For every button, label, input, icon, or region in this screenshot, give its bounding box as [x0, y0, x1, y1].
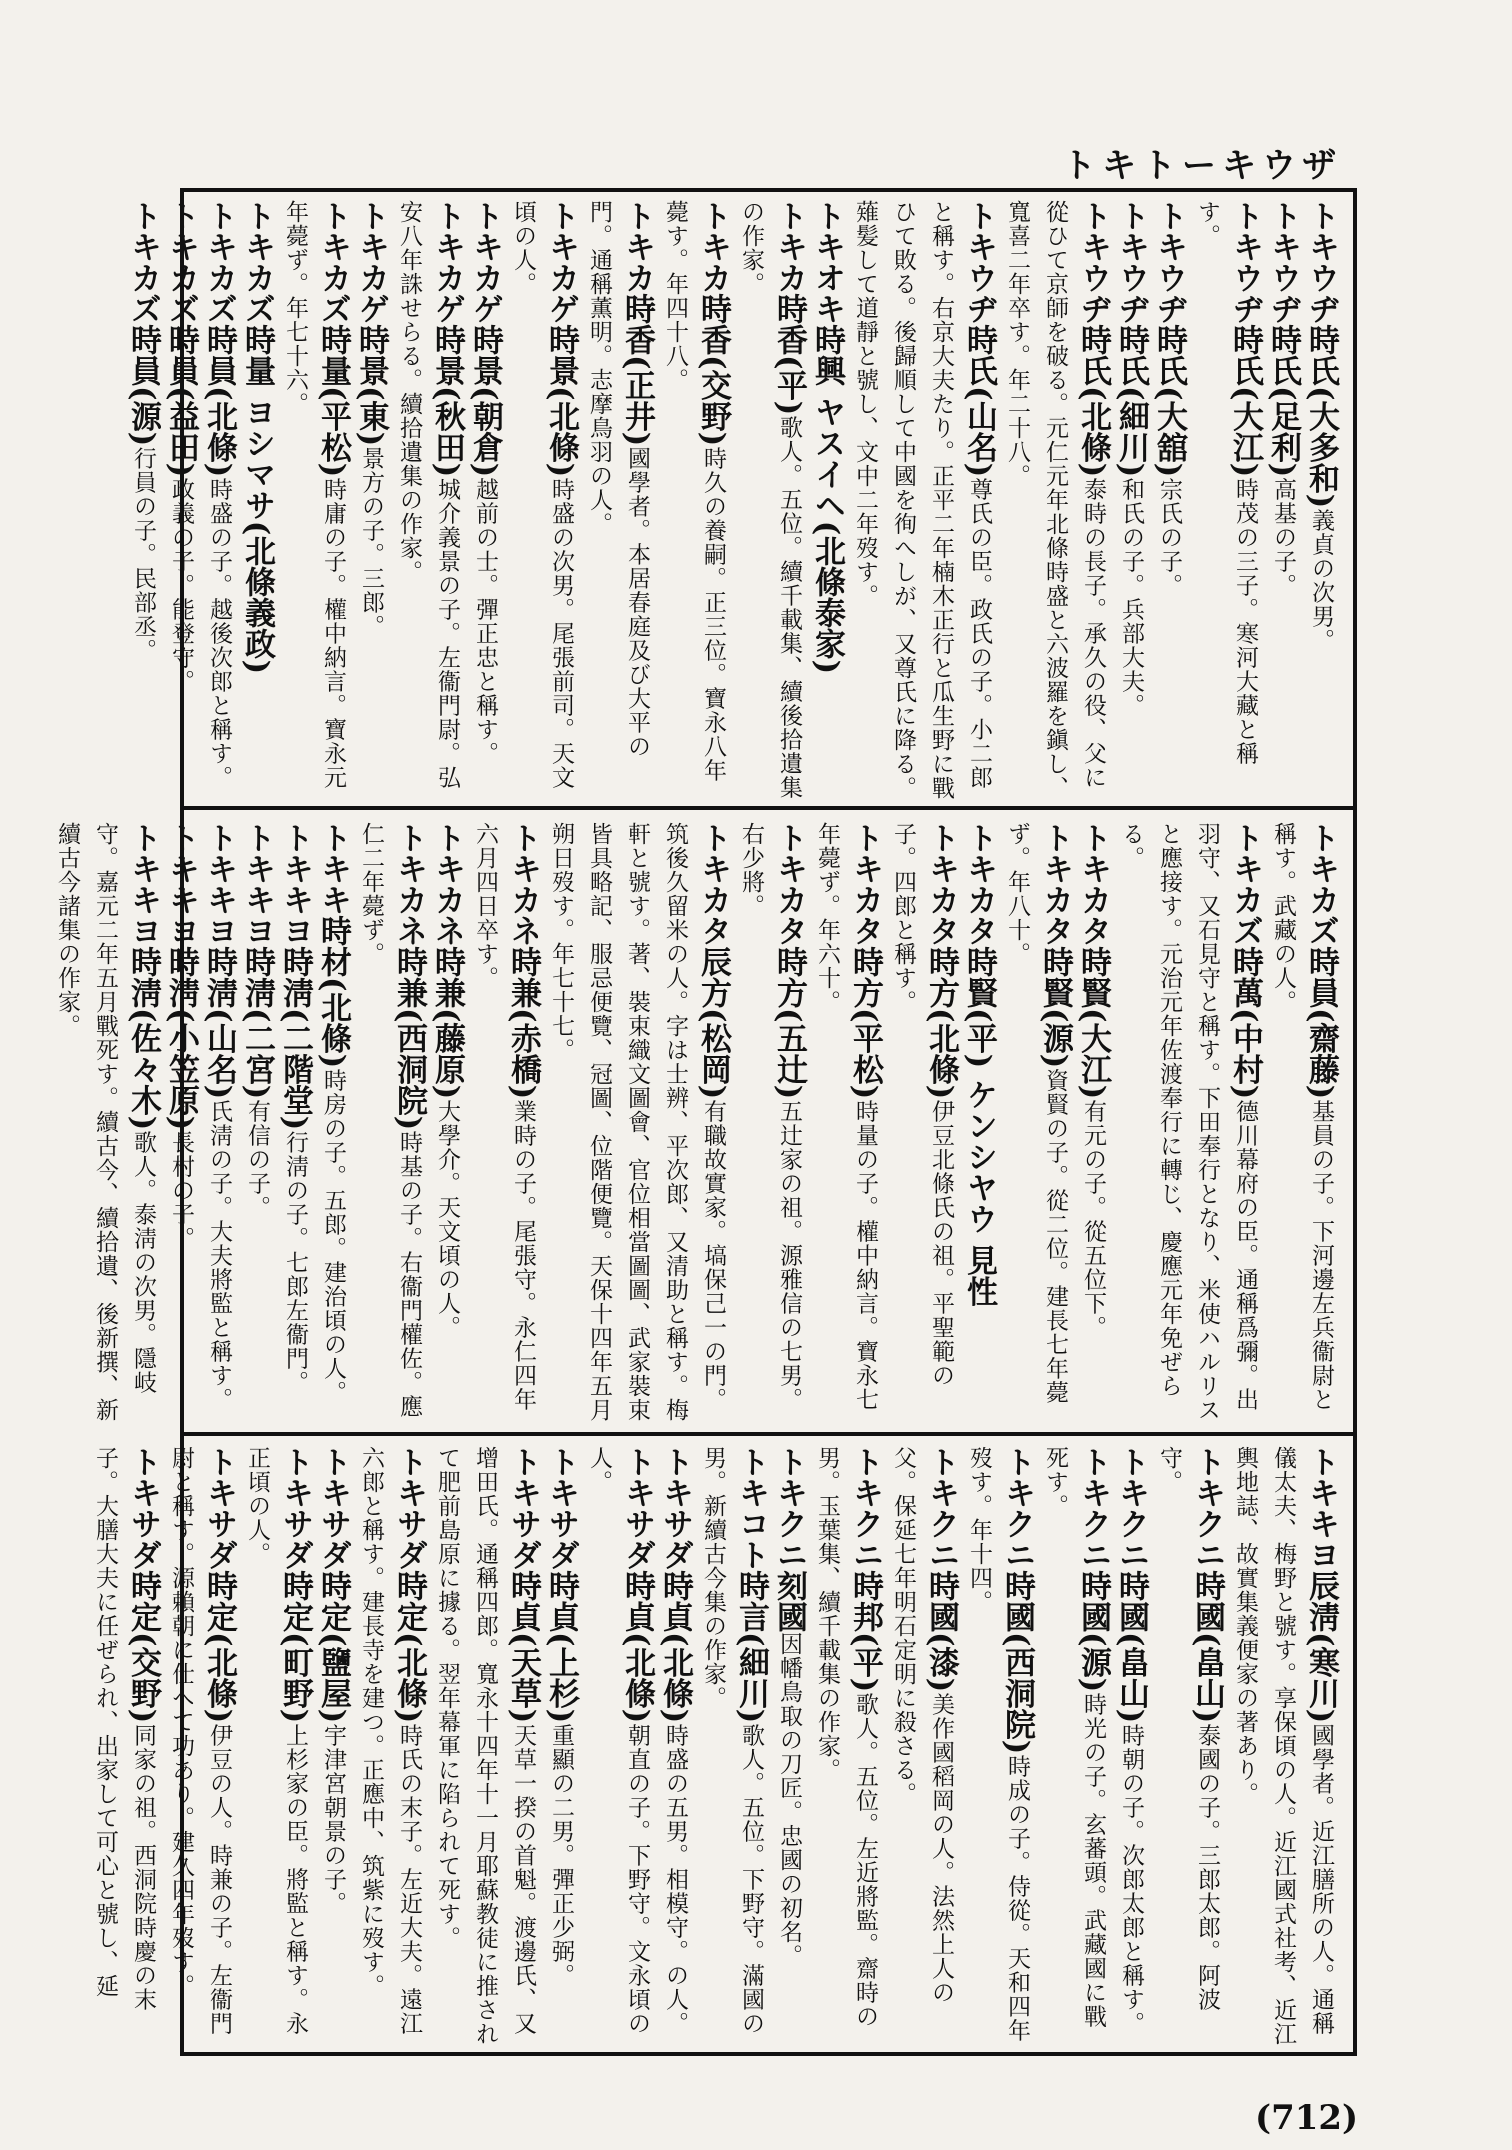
dictionary-entry [504, 200, 580, 800]
dictionary-entry [770, 1446, 808, 2046]
dictionary-entry [1302, 200, 1340, 800]
entry-description: 歌人。泰淸の次男。隱岐守。嘉元二年五月戰死す。續古今、續拾遺、後新撰、新續古今諸集の作家。 [54, 822, 156, 1422]
dictionary-entry [656, 200, 732, 800]
entry-heading: トキオキ [809, 200, 845, 324]
entry-name: 時氏(大舘) [1151, 324, 1187, 478]
entry-heading: トキサダ [619, 1446, 655, 1570]
entry-description: 景方の子。三郎。 [358, 446, 384, 639]
entry-heading: トキクニ [999, 1446, 1035, 1570]
entry-description: 伊豆の人。時兼の子。左衞門尉と稱す。源賴朝に仕へて功あり。建久四年歿す。 [168, 1446, 232, 2036]
entry-name: 時氏(細川) [1113, 324, 1149, 478]
page-number: (712) [1255, 2098, 1359, 2138]
band-top [125, 200, 1340, 800]
dictionary-entry [200, 200, 238, 800]
entry-description: 歌人。五位。下野守。滿國の男。新續古今集の作家。 [700, 1446, 764, 2036]
entry-heading: トキカズ [125, 200, 161, 324]
entry-heading: トキクニ [1075, 1446, 1111, 1570]
entry-description: 伊豆北條氏の祖。平聖範の子。四郎と稱す。 [890, 822, 954, 1388]
band-separator-2 [180, 1432, 1357, 1436]
dictionary-entry [542, 1446, 580, 2046]
dictionary-entry [808, 822, 884, 1426]
entry-description: 時量の子。權中納言。寶永七年薨ず。年六十。 [814, 822, 878, 1412]
entry-heading: トキカズ [1227, 822, 1263, 946]
entry-description: 宇津宮朝景の子。 [320, 1723, 346, 1916]
entry-heading: トキコト [733, 1446, 769, 1570]
dictionary-entry [1188, 200, 1264, 800]
entry-name: 時氏(山名) [961, 324, 997, 478]
dictionary-entry [162, 1446, 238, 2046]
entry-name: 時員(益田) [163, 324, 199, 478]
entry-description: 時氏の末子。左近大夫。遠江六郎と稱す。建長寺を建つ。正應中、筑紫に歿す。 [358, 1446, 422, 2036]
entry-heading: トキカ [771, 200, 807, 293]
entry-description: 泰國の子。三郎太郎。阿波守。 [1156, 1446, 1220, 2012]
dictionary-entry [656, 1446, 694, 2046]
band-separator-1 [180, 806, 1357, 810]
entry-name: 時員(源) [125, 324, 161, 447]
dictionary-entry [352, 200, 390, 800]
dictionary-entry [998, 200, 1112, 800]
entry-name: 時國(西洞院) [999, 1570, 1035, 1755]
entry-heading: トキキ [315, 822, 351, 915]
entry-description: 有信の子。 [244, 1099, 270, 1220]
entry-heading: トキカタ [771, 822, 807, 946]
entry-description: 天草一揆の首魁。渡邊氏、又增田氏。通稱四郎。寬永十四年十一月耶蘇教徒に推されて肥前島原に據る。翌年幕軍に陷られて死す。 [434, 1446, 536, 2046]
entry-name: 刻國 [771, 1570, 807, 1632]
entry-name: 時方(北條) [923, 946, 959, 1100]
entry-name: 時定(鹽屋) [315, 1570, 351, 1724]
entry-heading: トキカネ [391, 822, 427, 946]
entry-name: 時氏(足利) [1265, 324, 1301, 478]
entry-description: 朝直の子。下野守。文永頃の人。 [586, 1446, 650, 2036]
entry-heading: トキクニ [847, 1446, 883, 1570]
entry-name: 時方(平松) [847, 946, 883, 1100]
entry-description: 長村の子。 [168, 1130, 194, 1251]
entry-description: 義貞の次男。 [1308, 508, 1334, 653]
entry-heading: トキカゲ [467, 200, 503, 324]
dictionary-entry [162, 200, 200, 800]
entry-heading: トキカタ [923, 822, 959, 946]
entry-name: 時賢(大江) [1075, 946, 1111, 1100]
entry-heading: トキカゲ [429, 200, 465, 324]
entry-heading: トキサダ [201, 1446, 237, 1570]
entry-name: 時香(平) [771, 293, 807, 416]
entry-name: 時氏(大多和) [1303, 324, 1339, 509]
entry-heading: トキカズ [315, 200, 351, 324]
entry-heading: トキカタ [847, 822, 883, 946]
entry-description: 宗氏の子。 [1156, 477, 1182, 598]
entry-description: 美作國稻岡の人。法然上人の父。保延七年明石定明に殺さる。 [890, 1446, 954, 2005]
entry-name: 時言(細川) [733, 1570, 769, 1724]
dictionary-entry [1112, 200, 1150, 800]
entry-description: 資賢の子。從二位。建長七年薨ず。年八十。 [1004, 822, 1068, 1405]
entry-name: 時淸(小笠原) [163, 946, 199, 1131]
entry-heading: トキサダ [657, 1446, 693, 1570]
entry-name: 時香(正井) [619, 293, 655, 447]
entry-heading: トキカタ [961, 822, 997, 946]
entry-name: 時賢(平) ケンシヤウ 見性 [961, 946, 997, 1307]
dictionary-entry [466, 822, 542, 1426]
dictionary-entry [1112, 822, 1264, 1426]
entry-name: 時量 ヨシマサ(北條義政) [239, 324, 275, 675]
dictionary-entry [238, 200, 276, 800]
dictionary-entry [162, 822, 200, 1426]
entry-heading: トキウヂ [1265, 200, 1301, 324]
page-header: トキトーキウザ [1062, 146, 1342, 186]
entry-name: 辰方(松岡) [695, 946, 731, 1100]
entry-description: 時朝の子。次郎太郎と稱す。 [1118, 1723, 1144, 2036]
entry-description: 有元の子。從五位下。 [1080, 1099, 1106, 1340]
entry-description: 時盛の子。越後次郎と稱す。 [206, 477, 232, 790]
dictionary-entry [1264, 200, 1302, 800]
entry-heading: トキサダ [315, 1446, 351, 1570]
dictionary-entry [276, 200, 352, 800]
dictionary-entry [200, 822, 238, 1426]
dictionary-entry [124, 200, 162, 800]
entry-description: 國學者。近江膳所の人。通稱儀太夫、梅野と號す。享保頃の人。近江國式社考、近江輿地誌、故實集義便家の著あり。 [1232, 1446, 1334, 2046]
entry-name: 時景(朝倉) [467, 324, 503, 478]
entry-description: 德川幕府の臣。通稱爲彌。出羽守、又石見守と稱す。下田奉行となり、米使ハルリスと應接す。元治元年佐渡奉行に轉じ、慶應元年免ぜらる。 [1118, 822, 1258, 1422]
entry-heading: トキカズ [239, 200, 275, 324]
entry-heading: トキキヨ [239, 822, 275, 946]
entry-heading: トキキヨ [1303, 1446, 1339, 1570]
entry-heading: トキクニ [1113, 1446, 1149, 1570]
entry-name: 時兼(藤原) [429, 946, 465, 1100]
entry-name: 時定(町野) [277, 1570, 313, 1724]
entry-name: 時定(北條) [391, 1570, 427, 1724]
entry-heading: トキサダ [543, 1446, 579, 1570]
entry-description: 歌人。五位。續千載集、續後拾遺集の作家。 [738, 200, 802, 800]
entry-name: 時邦(平) [847, 1570, 883, 1693]
entry-name: 時國(畠山) [1113, 1570, 1149, 1724]
entry-description: 尊氏の臣。政氏の子。小二郎と稱す。右京大夫たり。正平二年楠木正行と瓜生野に戰ひて敗る。後歸順して中國を徇へしが、又尊氏に降る。薙髪して道靜と號し、文中二年歿す。 [852, 200, 992, 800]
dictionary-entry [352, 1446, 428, 2046]
entry-name: 時兼(西洞院) [391, 946, 427, 1131]
dictionary-entry [960, 1446, 1036, 2046]
entry-name: 時方(五辻) [771, 946, 807, 1100]
entry-heading: トキカタ [1075, 822, 1111, 946]
entry-heading: トキキヨ [125, 822, 161, 946]
entry-description: 重顯の二男。彈正少弼。 [548, 1723, 574, 1988]
entry-description: 業時の子。尾張守。永仁四年六月四日卒す。 [472, 822, 536, 1412]
entry-name: 時景(秋田) [429, 324, 465, 478]
entry-name: 時淸(山名) [201, 946, 237, 1100]
entry-name: 時貞(北條) [619, 1570, 655, 1724]
entry-name: 時材(北條) [315, 915, 351, 1069]
dictionary-entry [238, 1446, 314, 2046]
entry-heading: トキサダ [391, 1446, 427, 1570]
entry-description: 時成の子。侍從。天和四年歿す。年十四。 [966, 1446, 1030, 2043]
entry-description: 時茂の三子。寒河大藏と稱す。 [1194, 200, 1258, 766]
entry-heading: トキサダ [505, 1446, 541, 1570]
dictionary-entry [580, 1446, 656, 2046]
dictionary-entry [884, 822, 960, 1426]
entry-description: 五辻家の祖。源雅信の七男。右少將。 [738, 822, 802, 1412]
entry-name: 時定(北條) [201, 1570, 237, 1724]
entry-name: 時景(北條) [543, 324, 579, 478]
entry-heading: トキクニ [1189, 1446, 1225, 1570]
entry-name: 時景(東) [353, 324, 389, 447]
entry-heading: トキクニ [771, 1446, 807, 1570]
entry-heading: トキサダ [125, 1446, 161, 1570]
entry-heading: トキカズ [163, 200, 199, 324]
dictionary-entry [1150, 1446, 1226, 2046]
entry-heading: トキウヂ [1227, 200, 1263, 324]
entry-description: 上杉家の臣。將監と稱す。永正頃の人。 [244, 1446, 308, 2036]
entry-name: 時員(齋藤) [1303, 946, 1339, 1100]
entry-name: 時興 ヤスイヘ(北條泰家) [809, 324, 845, 675]
entry-heading: トキウヂ [1113, 200, 1149, 324]
entry-description: 政義の子。能登守。 [168, 477, 194, 694]
entry-description: 歌人。五位。左近將監。齋時の男。玉葉集、續千載集の作家。 [814, 1446, 878, 2029]
dictionary-entry [466, 200, 504, 800]
entry-heading: トキカ [619, 200, 655, 293]
entry-heading: トキサダ [277, 1446, 313, 1570]
entry-heading: トキカネ [429, 822, 465, 946]
dictionary-entry [732, 200, 808, 800]
entry-heading: トキウヂ [1303, 200, 1339, 324]
entry-heading: トキカタ [695, 822, 731, 946]
entry-name: 時國(畠山) [1189, 1570, 1225, 1724]
entry-name: 時氏(大江) [1227, 324, 1263, 478]
dictionary-entry [48, 822, 162, 1426]
dictionary-entry [1036, 1446, 1112, 2046]
entry-name: 時萬(中村) [1227, 946, 1263, 1100]
entry-heading: トキカズ [1303, 822, 1339, 946]
dictionary-entry [732, 822, 808, 1426]
entry-name: 時貞(上杉) [543, 1570, 579, 1724]
entry-name: 時定(交野) [125, 1570, 161, 1724]
entry-name: 時量(平松) [315, 324, 351, 478]
entry-description: 時房の子。五郎。建治頃の人。 [320, 1068, 346, 1405]
entry-description: 越前の士。彈正忠と稱す。 [472, 477, 498, 766]
entry-description: 時盛の五男。相模守。の人。 [662, 1723, 688, 2036]
entry-description: 時光の子。玄蕃頭。武藏國に戰死す。 [1042, 1446, 1106, 2029]
entry-name: 時淸(佐々木) [125, 946, 161, 1131]
dictionary-entry [1112, 1446, 1150, 2046]
dictionary-entry [694, 1446, 770, 2046]
dictionary-entry [580, 200, 656, 800]
entry-name: 時貞(北條) [657, 1570, 693, 1724]
entry-description: 和氏の子。兵部大夫。 [1118, 477, 1144, 718]
entry-name: 時兼(赤橋) [505, 946, 541, 1100]
dictionary-entry [352, 822, 428, 1426]
entry-name: 時氏(北條) [1075, 324, 1111, 478]
entry-name: 時香(交野) [695, 293, 731, 447]
dictionary-entry [314, 822, 352, 1426]
entry-heading: トキカタ [1037, 822, 1073, 946]
dictionary-entry [1226, 1446, 1340, 2046]
entry-heading: トキカゲ [353, 200, 389, 324]
band-middle [54, 822, 1340, 1426]
entry-name: 時貞(天草) [505, 1570, 541, 1724]
entry-name: 時國(漆) [923, 1570, 959, 1693]
dictionary-entry [238, 822, 276, 1426]
entry-description: 基員の子。下河邊左兵衞尉と稱す。武藏の人。 [1270, 822, 1334, 1412]
entry-name: 時員(北條) [201, 324, 237, 478]
entry-heading: トキウヂ [961, 200, 997, 324]
entry-description: 國學者。本居春庭及び大平の門。通稱薫明。志摩鳥羽の人。 [586, 200, 650, 759]
entry-description: 行員の子。民部丞。 [130, 446, 156, 663]
entry-description: 時基の子。右衞門權佐。應仁二年薨ず。 [358, 822, 422, 1419]
entry-heading: トキカズ [201, 200, 237, 324]
entry-heading: トキカ [695, 200, 731, 293]
entry-heading: トキキヨ [163, 822, 199, 946]
entry-heading: トキキヨ [277, 822, 313, 946]
entry-name: 時賢(源) [1037, 946, 1073, 1069]
dictionary-entry [542, 822, 732, 1426]
entry-description: 泰時の長子。承久の役、父に從ひて京師を破る。元仁元年北條時盛と六波羅を鎭し、寬喜二年卒す。年二十八。 [1004, 200, 1106, 800]
entry-description: 行淸の子。七郎左衞門。 [282, 1130, 308, 1395]
band-bottom [92, 1446, 1340, 2046]
entry-heading: トキウヂ [1075, 200, 1111, 324]
entry-description: 氏淸の子。大夫將監と稱す。 [206, 1099, 232, 1412]
entry-description: 因幡鳥取の刀匠。忠國の初名。 [776, 1632, 802, 1968]
dictionary-entry [428, 1446, 542, 2046]
dictionary-entry [998, 822, 1074, 1426]
entry-description: 城介義景の子。左衞門尉。弘安八年誅せらる。續拾遺集の作家。 [396, 200, 460, 790]
dictionary-entry [808, 1446, 884, 2046]
entry-name: 時國(源) [1075, 1570, 1111, 1693]
entry-description: 有職故實家。塙保己一の門。筑後久留米の人。字は士辨、平次郎、又清助と稱す。梅軒と號す。著、裝束織文圖會、官位相當圖圖、武家裝束皆具略記、服忌便覽、冠圖、位階便覽。天保十四年五月朔日歿す。年七十七。 [548, 822, 726, 1422]
dictionary-entry [1074, 822, 1112, 1426]
dictionary-entry [86, 1446, 162, 2046]
entry-description: 時盛の次男。尾張前司。天文頃の人。 [510, 200, 574, 790]
entry-heading: トキキヨ [201, 822, 237, 946]
entry-name: 時淸(二宮) [239, 946, 275, 1100]
dictionary-entry [884, 1446, 960, 2046]
entry-heading: トキカネ [505, 822, 541, 946]
dictionary-entry [808, 200, 846, 800]
dictionary-entry [960, 822, 998, 1426]
entry-description: 時久の養嗣。正三位。寶永八年薨す。年四十八。 [662, 200, 726, 783]
entry-description: 大學介。天文頃の人。 [434, 1099, 460, 1340]
dictionary-entry [428, 822, 466, 1426]
entry-heading: トキクニ [923, 1446, 959, 1570]
entry-name: 時淸(二階堂) [277, 946, 313, 1131]
entry-description: 高基の子。 [1270, 477, 1296, 598]
dictionary-entry [846, 200, 998, 800]
dictionary-entry [276, 822, 314, 1426]
entry-name: 辰淸(寒川) [1303, 1570, 1339, 1724]
dictionary-entry [1150, 200, 1188, 800]
dictionary-entry [1264, 822, 1340, 1426]
dictionary-entry [314, 1446, 352, 2046]
dictionary-entry [390, 200, 466, 800]
entry-description: 同家の祖。西洞院時慶の末子。大膳大夫に任ぜられ、出家して可心と號し、延 [92, 1446, 156, 2012]
entry-heading: トキカゲ [543, 200, 579, 324]
entry-description: 時庸の子。權中納言。寶永元年薨ず。年七十六。 [282, 200, 346, 790]
entry-heading: トキウヂ [1151, 200, 1187, 324]
